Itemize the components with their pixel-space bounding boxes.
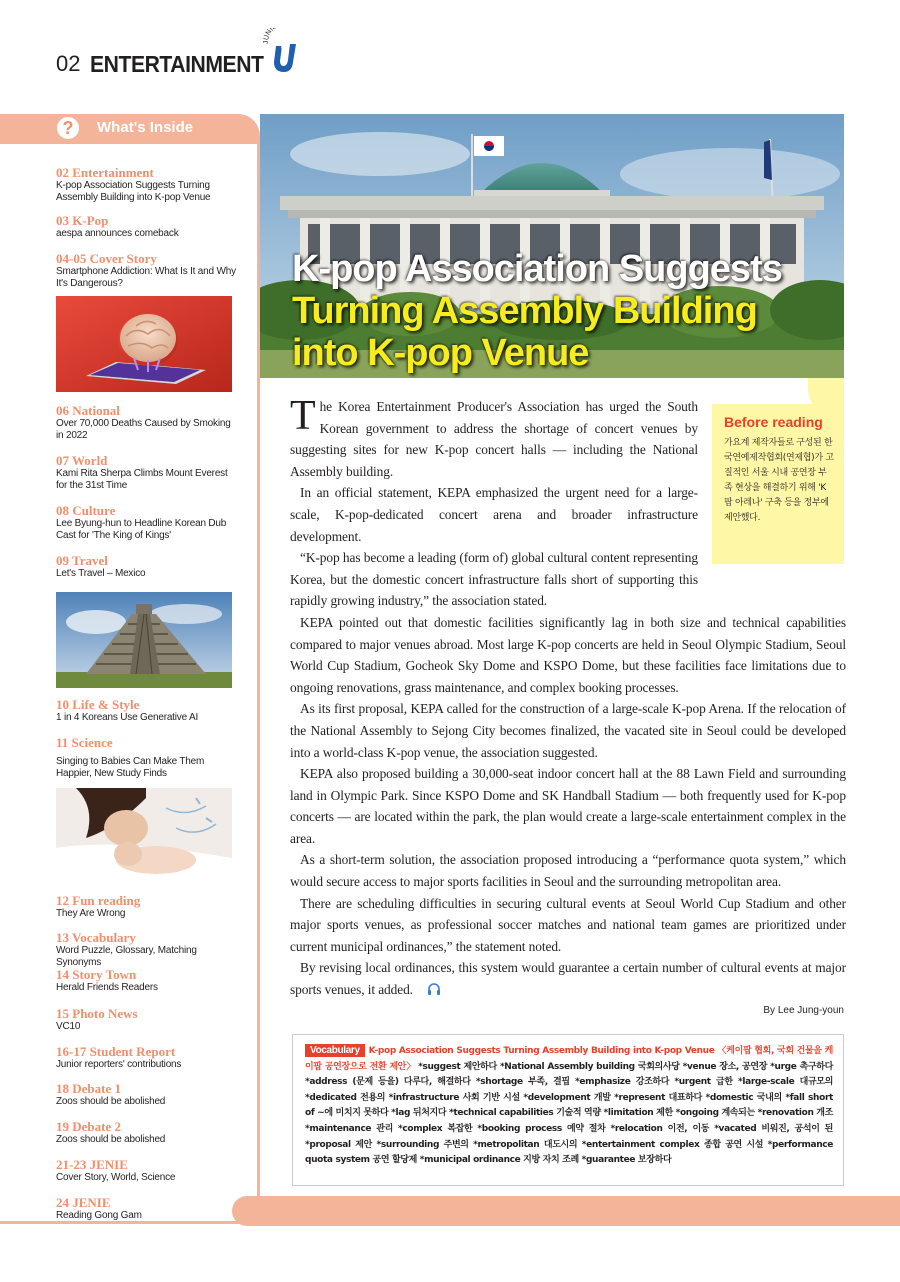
toc-section: 04-05 Cover Story [56, 251, 157, 266]
paragraph-6: KEPA also proposed building a 30,000-seat indoor concert hall at the 88 Lawn Field and surrounding land in Olympic Park. Since KSPO Dome and SK Handball Stadium — both frequently used for K-pop concerts — are located within the park, the plan would create a large-scale entertainment complex in the area. [290, 766, 846, 846]
toc-title: Cover Story, World, Science [56, 1172, 176, 1183]
toc-title: Junior reporters' contributions [56, 1059, 182, 1070]
before-reading-body: 가요계 제작자들로 구성된 한국연예제작협회(연제협)가 고질적인 서울 시내 공연장 부족 현상을 해결하기 위해 'K팝 아레나' 구축 등을 정부에 제안했다. [724, 438, 834, 523]
toc-title: Zoos should be abolished [56, 1134, 166, 1145]
toc-title: aespa announces comeback [56, 228, 179, 239]
toc-title: They Are Wrong [56, 908, 126, 919]
toc-title: Reading Gong Gam [56, 1210, 142, 1221]
toc-section: 06 National [56, 403, 120, 418]
toc-item[interactable] [56, 1007, 236, 1033]
paragraph-4: KEPA pointed out that domestic facilities significantly lag in both size and technical capabilities compared to major venues abroad. Most large K-pop concerts are held in Seoul Olympic Stadium, Seoul World Cup Stadium, Gocheok Sky Dome and KSPO Dome, but these facilities face limitations due to ongoing renovations, grass maintenance, and complex booking processes. [290, 614, 846, 695]
toc-section: 10 Life & Style [56, 697, 140, 712]
headline-line-3: into K-pop Venue [292, 332, 589, 374]
toc-item[interactable] [56, 1045, 236, 1071]
paragraph-2: In an official statement, KEPA emphasized the urgent need for a large-scale, K-pop-dedicated concert arena and broader infrastructure development. [290, 485, 698, 544]
toc-section: 08 Culture [56, 503, 116, 518]
article-headline [292, 248, 852, 374]
paragraph-1: The Korea Entertainment Producer's Association has urged the South Korean government to address the shortage of concert venues by suggesting sites for new K-pop concert halls — including the National Assembly building. [290, 393, 698, 479]
toc-item[interactable] [56, 454, 236, 492]
before-reading-heading: Before reading [724, 414, 823, 430]
headline-line-1: K-pop Association Suggests [292, 248, 782, 290]
headphone-icon[interactable] [417, 980, 431, 992]
paragraph-8: There are scheduling difficulties in securing cultural events at Seoul World Cup Stadium and other major sports venues, as professional soccer matches and national team games are prioritized under current municipal ordinances,” the statement noted. [290, 895, 846, 954]
toc-title: Over 70,000 Deaths Caused by Smoking in 2022 [56, 418, 231, 441]
toc-item[interactable] [56, 1196, 236, 1222]
toc-title: Zoos should be abolished [56, 1096, 166, 1107]
article-body [290, 393, 846, 1001]
toc-title: 1 in 4 Koreans Use Generative AI [56, 712, 199, 723]
toc-section: 07 World [56, 453, 108, 468]
toc-item[interactable] [56, 504, 236, 542]
toc-title: Smartphone Addiction: What Is It and Why It's Dangerous? [56, 266, 236, 289]
page-header [56, 44, 279, 84]
svg-text:JUNIOR: JUNI [262, 28, 275, 45]
toc-section: 13 Vocabulary [56, 930, 136, 945]
toc-section: 19 Debate 2 [56, 1119, 121, 1134]
toc-item[interactable] [56, 1120, 236, 1146]
toc-title: Word Puzzle, Glossary, Matching Synonyms [56, 945, 197, 968]
headline-line-2: Turning Assembly Building [292, 290, 757, 332]
pyramid-image [56, 592, 232, 688]
toc-item[interactable] [56, 894, 236, 920]
toc-item[interactable] [56, 698, 236, 724]
toc-section: 16-17 Student Report [56, 1044, 176, 1059]
byline: By Lee Jung-youn [763, 1005, 844, 1016]
toc-title: K-pop Association Suggests Turning Assembly Building into K-pop Venue [56, 180, 211, 203]
toc-section: 14 Story Town [56, 967, 137, 982]
paragraph-5: As its first proposal, KEPA called for the construction of a large-scale K-pop Arena. If the relocation of the National Assembly to Sejong City becomes finalized, the vacated site in Seoul could be developed into a world-class K-pop venue, the association suggested. [290, 701, 846, 760]
toc-title: Kami Rita Sherpa Climbs Mount Everest for the 31st Time [56, 468, 228, 491]
paragraph-9: By revising local ordinances, this system would guarantee a certain number of cultural events at major sports venues, it added. [290, 960, 846, 998]
toc-title: Lee Byung-hun to Headline Korean Dub Cast for 'The King of Kings' [56, 518, 227, 541]
toc-section: 11 Science [56, 735, 113, 750]
toc-item[interactable] [56, 736, 236, 780]
question-icon: ? [54, 114, 82, 142]
sidebar-title: What's Inside [97, 119, 194, 136]
toc-title: Singing to Babies Can Make Them Happier, New Study Finds [56, 756, 205, 779]
toc-section: 24 JENIE [56, 1195, 111, 1210]
toc-item[interactable] [56, 968, 236, 994]
toc-title: VC10 [56, 1021, 81, 1032]
toc-item[interactable] [56, 252, 236, 290]
vocabulary-body: *suggest 제안하다 *National Assembly building 국회의사당 *venue 장소, 공연장 *urge 촉구하다 *address (문제 등을) 다루다, 해결하다 *shortage 부족, 결핍 *emphasize 강조하다 *urgent 급한 *large-scale 대규모의 *dedicated 전용의 *infrastructure 사회 기반 시설 *development 개발 *represent 대표하다 *domestic 국내의 *fall short of ~에 미치지 못하다 *lag 뒤처지다 *technical capabilities 기술적 역량 *limitation 제한 *ongoing 계속되는 *renovation 개조 *maintenance 관리 *complex 복잡한 *booking process 예약 절차 *relocation 이전, 이동 *vacated 비워진, 공석이 된 *proposal 제안 *surrounding 주변의 *metropolitan 대도시의 *entertainment complex 종합 공연 시설 *performance quota system 공연 할당제 *municipal ordinance 지방 자치 조례 *guarantee 보장하다 [305, 1061, 833, 1166]
toc-section: 02 Entertainment [56, 165, 154, 180]
toc-item[interactable] [56, 214, 236, 240]
smartphone-brain-image [56, 296, 232, 392]
toc-item[interactable] [56, 931, 236, 969]
toc-section: 03 K-Pop [56, 213, 109, 228]
toc-section: 15 Photo News [56, 1006, 138, 1021]
toc-title: Herald Friends Readers [56, 982, 158, 993]
toc-section: 12 Fun reading [56, 893, 141, 908]
junior-logo [262, 28, 306, 76]
vocabulary-tag: Vocabulary [305, 1044, 365, 1057]
toc-item[interactable] [56, 166, 236, 204]
toc-item[interactable] [56, 1158, 236, 1184]
toc-section: 18 Debate 1 [56, 1081, 121, 1096]
mother-baby-image [56, 788, 232, 884]
toc-section: 21-23 JENIE [56, 1157, 128, 1172]
toc-section: 09 Travel [56, 553, 108, 568]
vocabulary-box [292, 1034, 844, 1186]
paragraph-7: As a short-term solution, the association proposed introducing a “performance quota system,” which would secure access to major sports facilities in Seoul and the surrounding metropolitan area. [290, 852, 846, 890]
toc-item[interactable] [56, 404, 236, 442]
toc-title: Let's Travel – Mexico [56, 568, 146, 579]
section-title: ENTERTAINMENT [90, 50, 264, 77]
paragraph-3: “K-pop has become a leading (form of) global cultural content representing Korea, but the domestic concert infrastructure falls short of supporting this rapidly growing industry,” the association stated. [290, 550, 698, 609]
toc-item[interactable] [56, 554, 236, 580]
toc-item[interactable] [56, 1082, 236, 1108]
drop-cap: T [290, 393, 316, 439]
footer-bar [232, 1196, 900, 1226]
page-number: 02 [56, 51, 81, 76]
vocabulary-heading: K-pop Association Suggests Turning Assembly Building into K-pop Venue 〈케이팝 협회, 국회 건물을 케이팝 공연장으로 전환 제안〉 [305, 1046, 833, 1072]
